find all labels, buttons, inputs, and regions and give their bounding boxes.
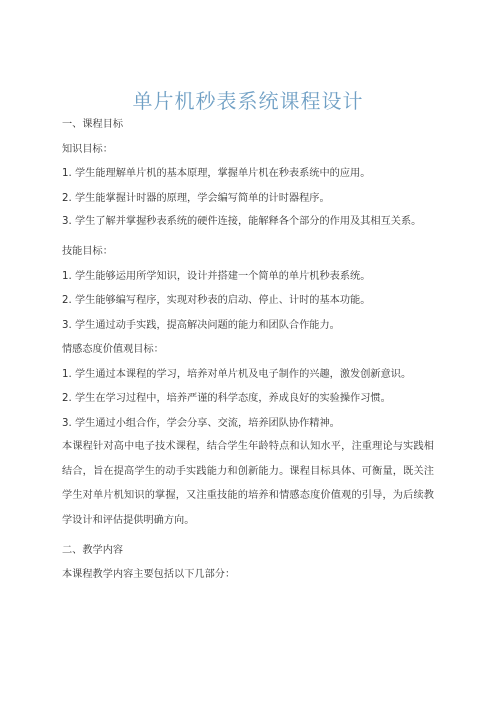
skill-item-1: 1. 学生能够运用所学知识，设计并搭建一个简单的单片机秒表系统。 <box>62 270 371 282</box>
knowledge-objectives-heading: 知识目标： <box>62 143 113 155</box>
document-body <box>62 118 434 582</box>
content-intro: 本课程教学内容主要包括以下几部分： <box>62 569 236 580</box>
summary-paragraph: 本课程针对高中电子技术课程，结合学生年龄特点和认知水平，注重理论与实践相结合，旨在提高学生的动手实践能力和创新能力。课程目标具体、可衡量，既关注学生对单片机知识的掌握，又注重技能的培养和情感态度价值观的引导，为后续教学设计和评估提供明确方向。 <box>62 441 434 526</box>
section-heading-objectives: 一、课程目标 <box>62 119 124 130</box>
skill-objectives-heading: 技能目标： <box>62 246 113 257</box>
section-heading-content: 二、教学内容 <box>62 544 124 556</box>
skill-item-3: 3. 学生通过动手实践，提高解决问题的能力和团队合作能力。 <box>62 319 340 331</box>
document-title: 单片机秒表系统课程设计 <box>132 89 364 113</box>
knowledge-item-3: 3. 学生了解并掌握秒表系统的硬件连接，能解释各个部分的作用及其相互关系。 <box>62 216 422 227</box>
skill-item-2: 2. 学生能够编写程序，实现对秒表的启动、停止、计时的基本功能。 <box>62 295 371 306</box>
attitude-item-1: 1. 学生通过本课程的学习，培养对单片机及电子制作的兴趣，激发创新意识。 <box>62 368 412 380</box>
attitude-objectives-heading: 情感态度价值观目标： <box>62 344 164 355</box>
attitude-item-2: 2. 学生在学习过程中，培养严谨的科学态度，养成良好的实验操作习惯。 <box>62 393 391 404</box>
knowledge-item-1: 1. 学生能理解单片机的基本原理，掌握单片机在秒表系统中的应用。 <box>62 168 371 179</box>
attitude-item-3: 3. 学生通过小组合作，学会分享、交流，培养团队协作精神。 <box>62 417 340 429</box>
knowledge-item-2: 2. 学生能掌握计时器的原理，学会编写简单的计时器程序。 <box>62 192 330 204</box>
